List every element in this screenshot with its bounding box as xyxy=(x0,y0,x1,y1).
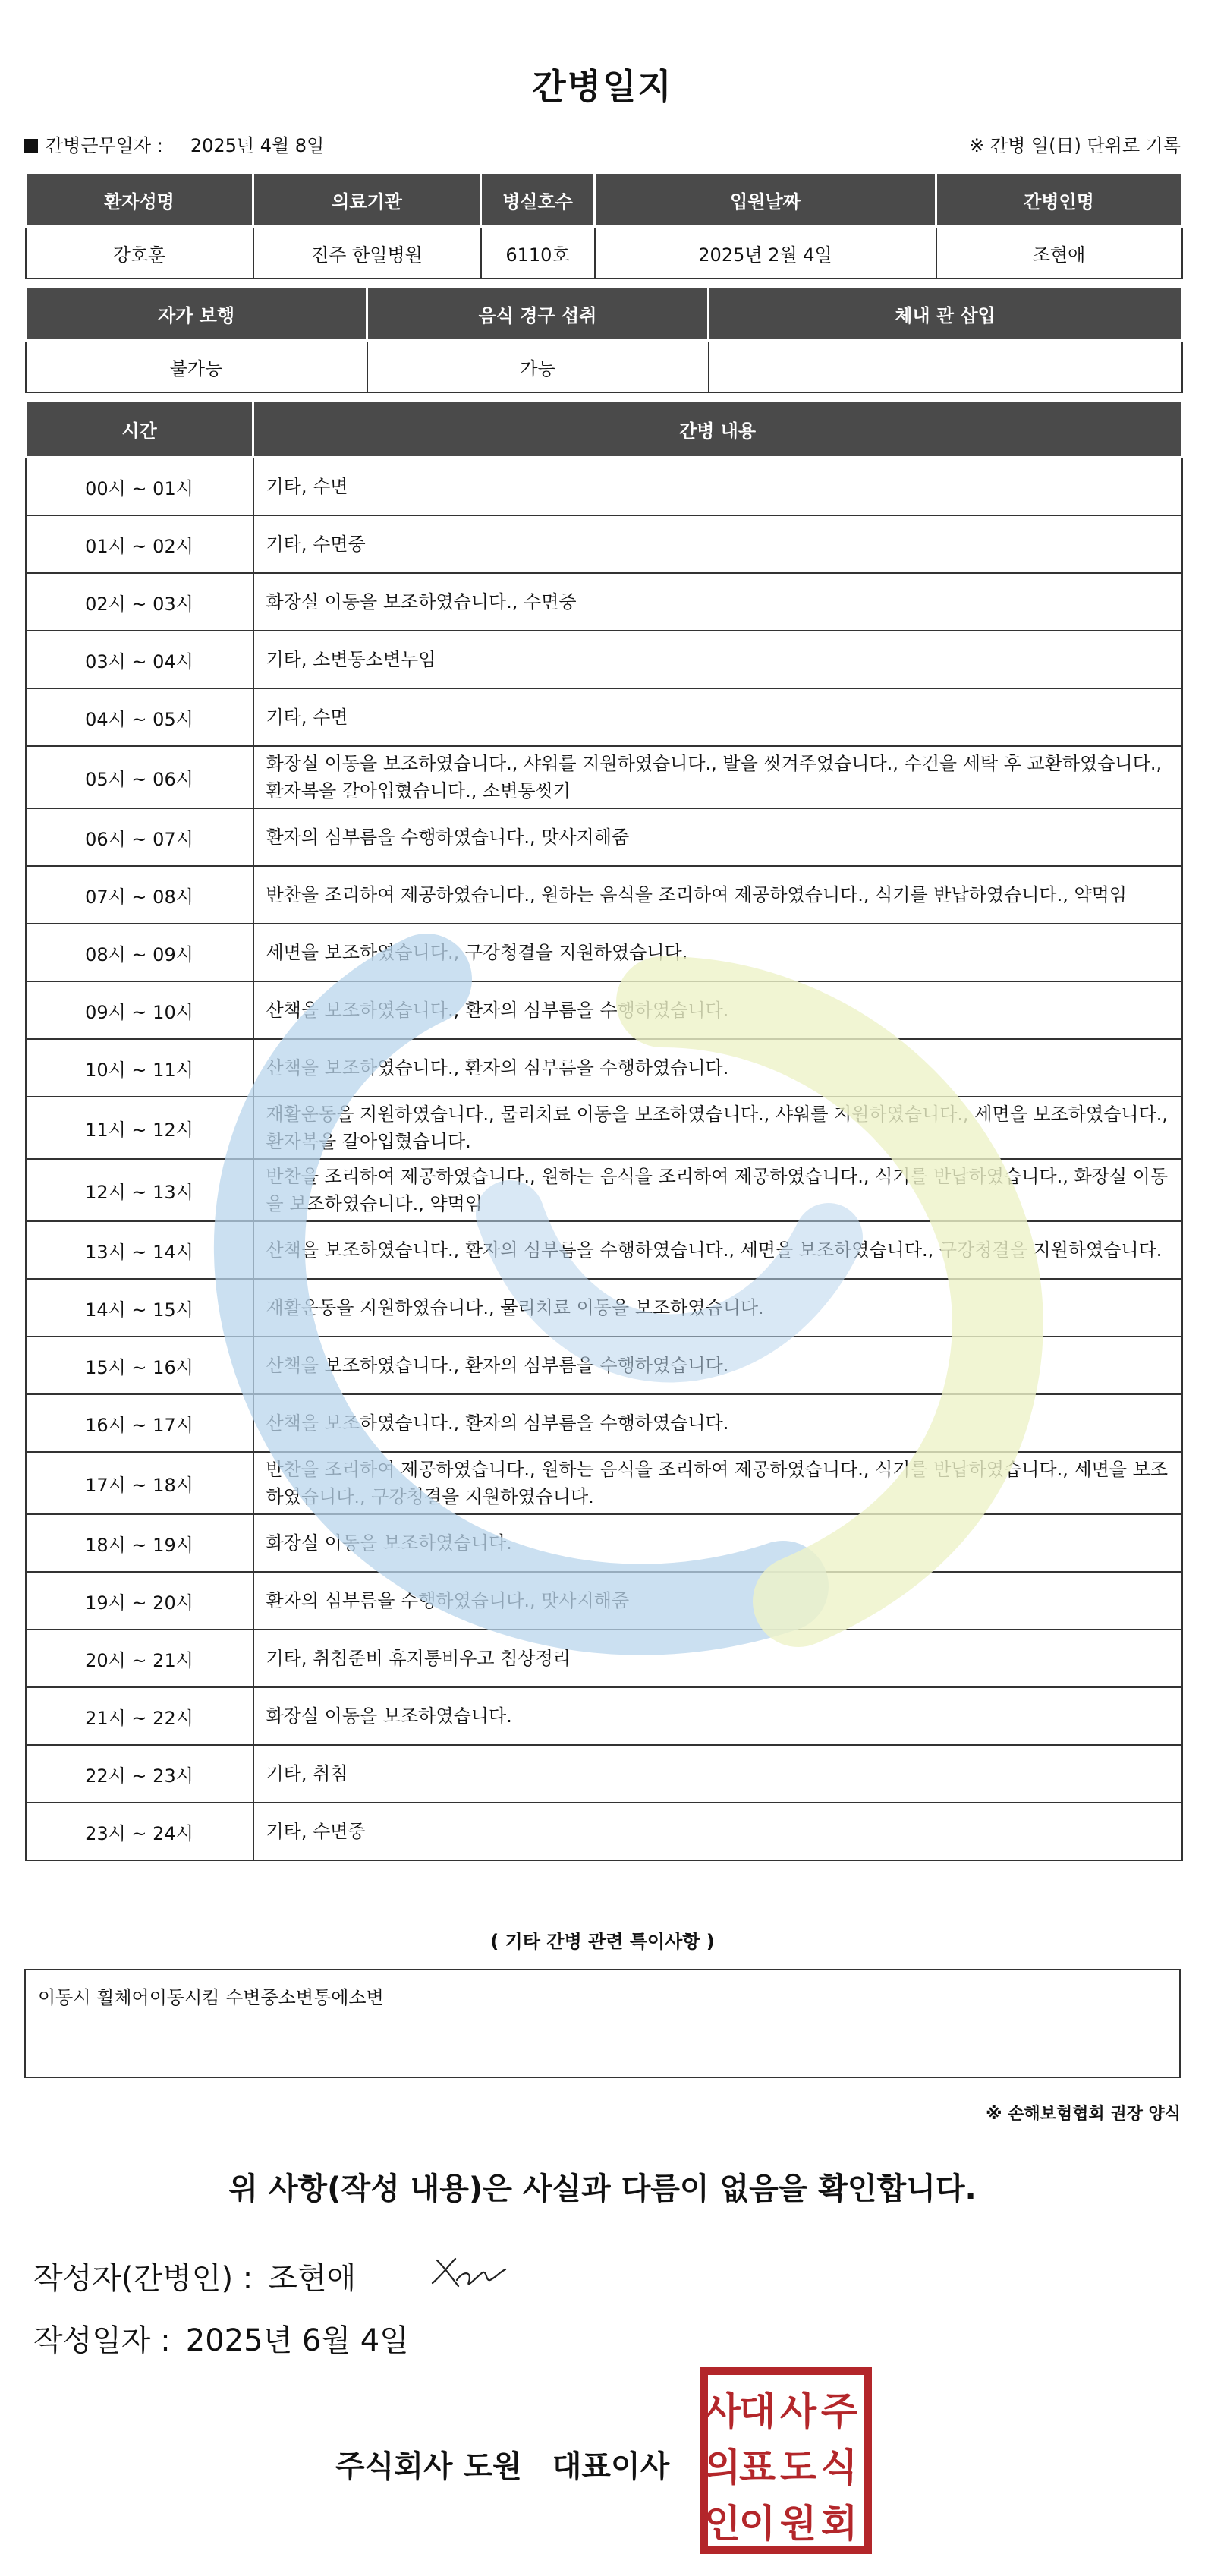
seal-character: 이 xyxy=(738,2502,776,2546)
seal-character: 사 xyxy=(703,2389,741,2433)
header-time: 시간 xyxy=(26,401,253,458)
page-title: 간병일지 xyxy=(532,66,673,107)
table-row xyxy=(26,1687,1182,1745)
patient-name: 강호훈 xyxy=(26,227,253,279)
time-slot: 10시 ~ 11시 xyxy=(26,1039,253,1097)
care-content: 화장실 이동을 보조하였습니다. xyxy=(253,1687,1182,1745)
table-row xyxy=(26,1572,1182,1630)
table-row xyxy=(26,981,1182,1039)
header-patient-name: 환자성명 xyxy=(26,173,253,227)
patient-info-header-row xyxy=(26,173,1182,227)
table-row xyxy=(26,1159,1182,1221)
table-row xyxy=(26,1452,1182,1514)
seal-character: 인 xyxy=(703,2502,741,2546)
care-content: 세면을 보조하였습니다., 구강청결을 지원하였습니다. xyxy=(253,924,1182,981)
care-content: 산책을 보조하였습니다., 환자의 심부름을 수행하였습니다., 세면을 보조하였습니다., 구강청결을 지원하였습니다. xyxy=(253,1221,1182,1279)
header-caregiver: 간병인명 xyxy=(936,173,1182,227)
table-row xyxy=(26,1630,1182,1687)
seal-character: 주 xyxy=(820,2389,858,2433)
work-date-row xyxy=(24,131,1181,161)
time-slot: 18시 ~ 19시 xyxy=(26,1514,253,1572)
time-slot: 19시 ~ 20시 xyxy=(26,1572,253,1630)
header-oral-intake: 음식 경구 섭취 xyxy=(367,287,709,341)
time-slot: 14시 ~ 15시 xyxy=(26,1279,253,1337)
care-log-table xyxy=(24,399,1183,1861)
room-number: 6110호 xyxy=(481,227,595,279)
table-row xyxy=(26,1279,1182,1337)
table-row xyxy=(26,1039,1182,1097)
care-content: 반찬을 조리하여 제공하였습니다., 원하는 음식을 조리하여 제공하였습니다., 식기를 반납하였습니다., 화장실 이동을 보조하였습니다., 약먹임 xyxy=(253,1159,1182,1221)
patient-info-value-row xyxy=(26,227,1182,279)
tube-insertion-value xyxy=(709,341,1182,393)
work-date-value: 2025년 4월 8일 xyxy=(190,135,325,156)
company-signature-line xyxy=(335,2442,669,2486)
table-row xyxy=(26,1745,1182,1803)
self-walking-value: 불가능 xyxy=(26,341,367,393)
care-content: 기타, 수면중 xyxy=(253,515,1182,573)
table-row xyxy=(26,808,1182,866)
table-row xyxy=(26,688,1182,746)
seal-character: 표 xyxy=(738,2445,776,2489)
table-row xyxy=(26,458,1182,516)
time-slot: 05시 ~ 06시 xyxy=(26,746,253,808)
table-row xyxy=(26,1221,1182,1279)
care-content: 화장실 이동을 보조하였습니다. xyxy=(253,1514,1182,1572)
care-content: 기타, 소변동소변누임 xyxy=(253,631,1182,688)
form-footnote: ※ 손해보험협회 권장 양식 xyxy=(986,2105,1181,2124)
status-value-row xyxy=(26,341,1182,393)
time-slot: 20시 ~ 21시 xyxy=(26,1630,253,1687)
writer-label: 작성자(간병인) : xyxy=(33,2261,253,2296)
table-row xyxy=(26,1803,1182,1860)
care-content: 기타, 취침준비 휴지통비우고 침상정리 xyxy=(253,1630,1182,1687)
care-content: 반찬을 조리하여 제공하였습니다., 원하는 음식을 조리하여 제공하였습니다., 식기를 반납하였습니다., 약먹임 xyxy=(253,866,1182,924)
table-row xyxy=(26,1394,1182,1452)
company-name: 주식회사 도원 xyxy=(335,2449,522,2484)
time-slot: 11시 ~ 12시 xyxy=(26,1097,253,1159)
care-content: 기타, 수면 xyxy=(253,688,1182,746)
table-row xyxy=(26,1097,1182,1159)
status-header-row xyxy=(26,287,1182,341)
time-slot: 15시 ~ 16시 xyxy=(26,1337,253,1394)
seal-character: 원 xyxy=(779,2502,817,2546)
table-row xyxy=(26,866,1182,924)
company-representative-title: 대표이사 xyxy=(552,2449,670,2484)
writer-name: 조현애 xyxy=(268,2261,357,2296)
table-row xyxy=(26,515,1182,573)
time-slot: 22시 ~ 23시 xyxy=(26,1745,253,1803)
time-slot: 02시 ~ 03시 xyxy=(26,573,253,631)
company-seal-stamp xyxy=(700,2367,873,2555)
care-content: 산책을 보조하였습니다., 환자의 심부름을 수행하였습니다. xyxy=(253,1337,1182,1394)
time-slot: 04시 ~ 05시 xyxy=(26,688,253,746)
care-content: 환자의 심부름을 수행하였습니다., 맛사지해줌 xyxy=(253,808,1182,866)
table-row xyxy=(26,1514,1182,1572)
time-slot: 08시 ~ 09시 xyxy=(26,924,253,981)
time-slot: 09시 ~ 10시 xyxy=(26,981,253,1039)
work-date xyxy=(24,131,324,157)
seal-character: 의 xyxy=(703,2445,741,2489)
caregiver-name: 조현애 xyxy=(936,227,1182,279)
care-content: 기타, 수면 xyxy=(253,458,1182,516)
care-content: 반찬을 조리하여 제공하였습니다., 원하는 음식을 조리하여 제공하였습니다., 식기를 반납하였습니다., 세면을 보조하였습니다., 구강청결을 지원하였습니다. xyxy=(253,1452,1182,1514)
table-row xyxy=(26,924,1182,981)
written-date-line xyxy=(33,2316,409,2360)
hospital-name: 진주 한일병원 xyxy=(253,227,481,279)
table-row xyxy=(26,1337,1182,1394)
time-slot: 00시 ~ 01시 xyxy=(26,458,253,516)
signature-image xyxy=(426,2250,510,2295)
header-hospital: 의료기관 xyxy=(253,173,481,227)
seal-character: 식 xyxy=(820,2445,858,2489)
admission-date: 2025년 2월 4일 xyxy=(595,227,936,279)
table-row xyxy=(26,746,1182,808)
confirmation-statement: 위 사항(작성 내용)은 사실과 다름이 없음을 확인합니다. xyxy=(228,2171,977,2206)
notes-content: 이동시 휠체어이동시킴 수변중소변통에소변 xyxy=(38,1987,384,2008)
table-row xyxy=(26,631,1182,688)
care-log-header-row xyxy=(26,401,1182,458)
time-slot: 07시 ~ 08시 xyxy=(26,866,253,924)
care-content: 재활운동을 지원하였습니다., 물리치료 이동을 보조하였습니다. xyxy=(253,1279,1182,1337)
care-content: 기타, 취침 xyxy=(253,1745,1182,1803)
seal-character: 회 xyxy=(820,2502,858,2546)
time-slot: 23시 ~ 24시 xyxy=(26,1803,253,1860)
care-content: 화장실 이동을 보조하였습니다., 샤워를 지원하였습니다., 발을 씻겨주었습니다., 수건을 세탁 후 교환하였습니다., 환자복을 갈아입혔습니다., 소변통씻기 xyxy=(253,746,1182,808)
work-date-label: 간병근무일자 : xyxy=(46,135,163,156)
header-care-content: 간병 내용 xyxy=(253,401,1182,458)
care-content: 화장실 이동을 보조하였습니다., 수면중 xyxy=(253,573,1182,631)
unit-note: ※ 간병 일(日) 단위로 기록 xyxy=(969,135,1181,156)
header-room: 병실호수 xyxy=(481,173,595,227)
seal-character: 대 xyxy=(738,2389,776,2433)
written-date-value: 2025년 6월 4일 xyxy=(185,2323,409,2358)
care-content: 산책을 보조하였습니다., 환자의 심부름을 수행하였습니다. xyxy=(253,1039,1182,1097)
writer-line xyxy=(33,2254,356,2297)
care-content: 산책을 보조하였습니다., 환자의 심부름을 수행하였습니다. xyxy=(253,1394,1182,1452)
care-content: 산책을 보조하였습니다., 환자의 심부름을 수행하였습니다. xyxy=(253,981,1182,1039)
time-slot: 21시 ~ 22시 xyxy=(26,1687,253,1745)
header-tube-insertion: 체내 관 삽입 xyxy=(709,287,1182,341)
care-content: 기타, 수면중 xyxy=(253,1803,1182,1860)
time-slot: 13시 ~ 14시 xyxy=(26,1221,253,1279)
bullet-square-icon xyxy=(24,139,38,153)
header-admission-date: 입원날짜 xyxy=(595,173,936,227)
table-row xyxy=(26,573,1182,631)
patient-info-table xyxy=(24,172,1183,279)
seal-character: 도 xyxy=(779,2445,817,2489)
notes-box xyxy=(24,1969,1181,2078)
time-slot: 12시 ~ 13시 xyxy=(26,1159,253,1221)
time-slot: 01시 ~ 02시 xyxy=(26,515,253,573)
time-slot: 03시 ~ 04시 xyxy=(26,631,253,688)
care-content: 재활운동을 지원하였습니다., 물리치료 이동을 보조하였습니다., 샤워를 지원하였습니다., 세면을 보조하였습니다., 환자복을 갈아입혔습니다. xyxy=(253,1097,1182,1159)
written-date-label: 작성일자 : xyxy=(33,2323,171,2358)
patient-status-table xyxy=(24,285,1183,393)
header-self-walking: 자가 보행 xyxy=(26,287,367,341)
time-slot: 17시 ~ 18시 xyxy=(26,1452,253,1514)
time-slot: 16시 ~ 17시 xyxy=(26,1394,253,1452)
oral-intake-value: 가능 xyxy=(367,341,709,393)
seal-character: 사 xyxy=(779,2389,817,2433)
care-content: 환자의 심부름을 수행하였습니다., 맛사지해줌 xyxy=(253,1572,1182,1630)
time-slot: 06시 ~ 07시 xyxy=(26,808,253,866)
notes-title: ( 기타 간병 관련 특이사항 ) xyxy=(490,1931,715,1952)
care-log-body xyxy=(26,458,1182,1861)
